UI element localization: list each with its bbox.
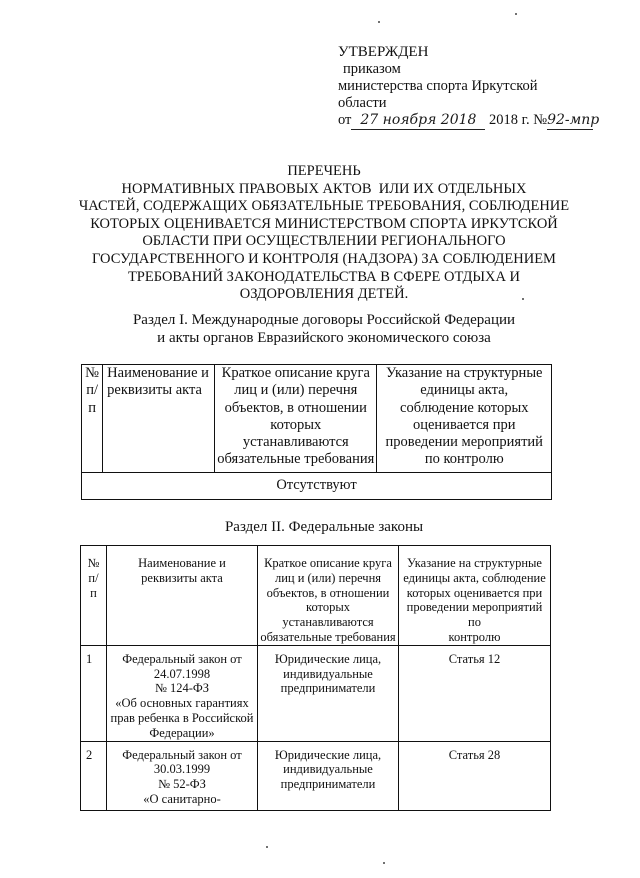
row-article: Статья 12: [399, 645, 551, 741]
header-text: №: [85, 365, 99, 381]
subjects-text: индивидуальные: [283, 666, 373, 681]
section1-title: [64, 312, 584, 347]
header-text: Наименование и: [138, 556, 226, 570]
header-text: реквизиты акта: [107, 382, 202, 399]
subjects-text: предприниматели: [280, 777, 376, 792]
header-text: оценивается при: [412, 416, 516, 433]
heading-line: НОРМАТИВНЫХ ПРАВОВЫХ АКТОВ ИЛИ ИХ ОТДЕЛЬНЫХ: [121, 180, 527, 197]
act-text: «О санитарно-: [143, 791, 221, 806]
by-order-label: приказом: [343, 61, 401, 77]
subjects-text: предприниматели: [280, 681, 376, 696]
subjects-text: индивидуальные: [283, 762, 373, 777]
absent-cell: Отсутствуют: [82, 473, 552, 500]
header-text: контролю: [448, 629, 501, 644]
section2-title: Раздел II. Федеральные законы: [224, 519, 424, 535]
header-text: №: [87, 556, 100, 570]
header-text: Наименование и: [107, 365, 209, 381]
header-text: лиц и (или) перечня: [274, 570, 382, 585]
region-label: области: [338, 95, 387, 111]
table-row: [82, 473, 552, 500]
header-text: которых оценивается при: [406, 585, 543, 600]
scan-speck: [378, 21, 380, 23]
row-subjects: [258, 645, 399, 741]
header-text: Указание на структурные: [407, 556, 542, 570]
heading-line: ОБЛАСТИ ПРИ ОСУЩЕСТВЛЕНИИ РЕГИОНАЛЬНОГО: [142, 233, 506, 250]
handwritten-date: 27 ноября 2018: [351, 112, 485, 130]
header-text: п/: [86, 382, 98, 399]
header-num: [82, 365, 103, 473]
header-text: п: [90, 585, 97, 600]
scan-speck: [266, 846, 268, 848]
header-text: лиц и (или) перечня: [234, 382, 358, 399]
row-act: [107, 741, 258, 810]
table-header-row: [82, 365, 552, 473]
handwritten-number: 92-мпр: [547, 112, 600, 128]
table-row: [81, 741, 551, 810]
approval-block: [338, 44, 600, 130]
heading-line: ПЕРЕЧЕНЬ: [287, 163, 361, 179]
year-suffix: 2018 г. №: [489, 112, 548, 128]
act-text: «Об основных гарантиях: [115, 696, 249, 711]
act-text: Федеральный закон от: [122, 651, 242, 666]
act-text: Федеральный закон от: [122, 747, 242, 762]
section1-table: [81, 364, 552, 500]
section1-title-line: Раздел I. Международные договоры Российской Федерации: [132, 312, 516, 328]
header-text: реквизиты акта: [141, 570, 223, 585]
header-text: по контролю: [424, 451, 504, 468]
heading-line: ГОСУДАРСТВЕННОГО И КОНТРОЛЯ (НАДЗОРА) ЗА СОБЛЮДЕНИЕМ: [92, 250, 556, 267]
table-header-row: [81, 546, 551, 646]
header-text: объектов, в отношении: [266, 585, 390, 600]
section1-title-line: и акты органов Евразийского экономического союза: [157, 329, 491, 346]
header-text: проведении мероприятий: [385, 434, 543, 451]
header-text: Краткое описание круга: [264, 556, 392, 570]
heading-line: КОТОРЫХ ОЦЕНИВАЕТСЯ МИНИСТЕРСТВОМ СПОРТА ИРКУТСКОЙ: [90, 215, 558, 232]
header-description: [215, 365, 377, 473]
header-text: которых: [306, 600, 350, 615]
header-text: единицы акта, соблюдение: [403, 570, 546, 585]
heading-line: ТРЕБОВАНИЙ ЗАКОНОДАТЕЛЬСТВА В СФЕРЕ ОТДЫХА И: [127, 268, 521, 285]
row-subjects: [258, 741, 399, 810]
document-heading: [64, 163, 584, 304]
act-text: 30.03.1999: [153, 762, 211, 777]
act-text: № 124-ФЗ: [154, 681, 210, 696]
header-text: п/: [88, 570, 99, 585]
act-text: № 52-ФЗ: [158, 777, 206, 792]
approved-label: УТВЕРЖДЕН: [338, 44, 429, 60]
header-text: устанавливаются: [282, 615, 374, 630]
header-text: соблюдение которых: [400, 399, 529, 416]
scan-speck: [515, 13, 517, 15]
header-units: [399, 546, 551, 646]
header-units: [377, 365, 552, 473]
section2-table: [80, 545, 551, 811]
scan-speck: [383, 862, 385, 864]
header-text: объектов, в отношении: [224, 399, 367, 416]
ministry-label: министерства спорта Иркутской: [338, 78, 538, 94]
header-text: обязательные требования: [217, 451, 375, 468]
subjects-text: Юридические лица,: [274, 747, 382, 762]
header-text: устанавливаются: [242, 434, 349, 451]
header-name: [107, 546, 258, 646]
row-act: [107, 645, 258, 741]
act-text: Федерации»: [149, 725, 215, 740]
row-num: 1: [81, 645, 107, 741]
act-text: 24.07.1998: [153, 666, 211, 681]
header-text: п: [88, 399, 96, 416]
date-prefix: от: [338, 112, 352, 128]
header-num: [81, 546, 107, 646]
header-text: проведении мероприятий по: [406, 600, 543, 630]
heading-line: ОЗДОРОВЛЕНИЯ ДЕТЕЙ.: [239, 286, 409, 303]
header-description: [258, 546, 399, 646]
header-text: Указание на структурные: [385, 365, 543, 381]
row-article: Статья 28: [399, 741, 551, 810]
header-text: которых: [270, 416, 322, 433]
header-text: Краткое описание круга: [221, 365, 370, 381]
header-text: единицы акта,: [420, 382, 509, 399]
heading-line: ЧАСТЕЙ, СОДЕРЖАЩИХ ОБЯЗАТЕЛЬНЫЕ ТРЕБОВАНИЯ, СОБЛЮДЕНИЕ: [78, 198, 570, 215]
subjects-text: Юридические лица,: [274, 651, 382, 666]
act-text: прав ребенка в Российской: [110, 710, 254, 725]
row-num: 2: [81, 741, 107, 810]
order-date-line: [338, 112, 600, 130]
table-row: [81, 645, 551, 741]
header-name: [103, 365, 215, 473]
header-text: обязательные требования: [260, 629, 396, 644]
